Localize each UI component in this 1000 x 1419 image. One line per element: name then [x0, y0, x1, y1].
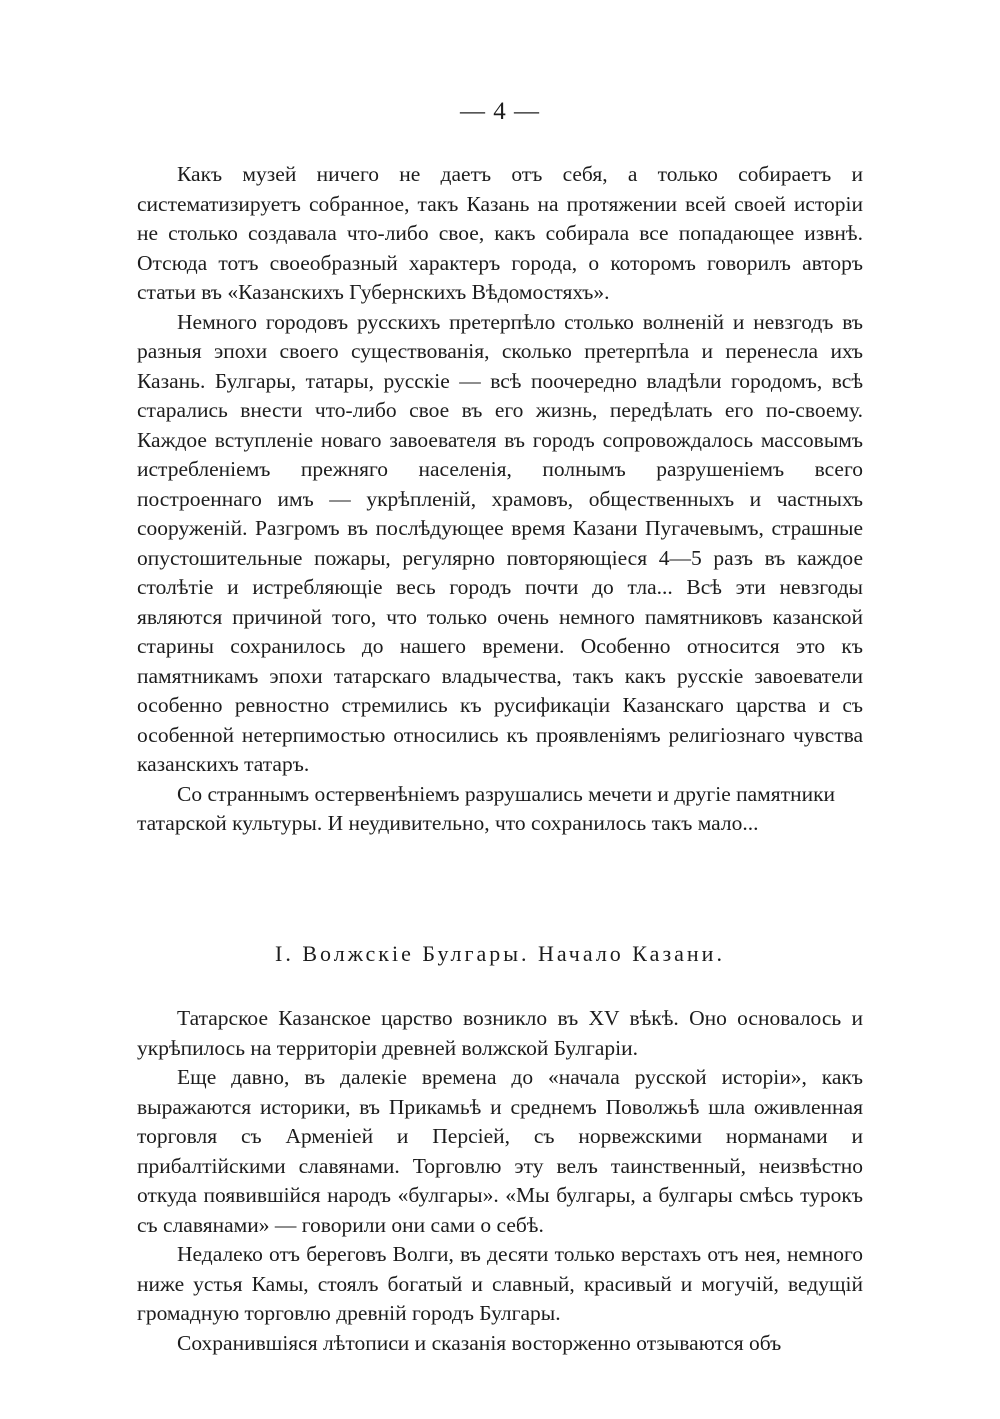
paragraph: Со страннымъ остервенѣніемъ разрушались мечети и другіе памятники татарской культуры. И неудивительно, что сохранилось такъ мало...	[137, 781, 836, 835]
paragraph: Немного городовъ русскихъ претерпѣло столько волненій и невзгодъ въ разныя эпохи своего существованія, сколько претерпѣла и перенесла ихъ Казань. Булгары, татары, русскіе — всѣ поочередно владѣли городомъ, всѣ старались внести что-либо свое въ его жизнь, передѣлать его по-своему. Каждое вступленіе новаго завоевателя въ городъ сопровождалось массовымъ истребленіемъ прежняго населенія, полнымъ разрушеніемъ всего построеннаго имъ — укрѣпленій, храмовъ, общественныхъ и частныхъ сооруженій. Разгромъ въ послѣдующее время Казани Пугачевымъ, страшные опустошительные пожары, регулярно повторяющіеся 4—5 разъ въ каждое столѣтіе и истребляющіе весь городъ почти до тла... Всѣ эти невзгоды являются причиной того, что только очень немного памятниковъ казанской старины сохранилось до нашего времени. Особенно относится это къ памятникамъ эпохи татарскаго владычества, такъ какъ русскіе завоеватели особенно ревностно стремились къ русификаціи Казанскаго царства и съ особенной нетерпимостью относились къ проявленіямъ религіознаго чувства казанскихъ татаръ.	[137, 309, 863, 776]
page-number: — 4 —	[460, 98, 540, 125]
paragraph: Сохранившіяся лѣтописи и сказанія восторженно отзываются объ	[177, 1330, 782, 1355]
section-intro-text	[137, 160, 863, 839]
paragraph: Недалеко отъ береговъ Волги, въ десяти только верстахъ отъ нея, немного ниже устья Камы, стоялъ богатый и славный, красивый и могучій, ведущій громадную торговлю древній городъ Булгары.	[137, 1242, 863, 1325]
chapter-text	[137, 1004, 863, 1358]
paragraph: Татарское Казанское царство возникло въ XV вѣкѣ. Оно основалось и укрѣпилось на территоріи древней волжской Булгаріи.	[137, 1006, 863, 1060]
chapter-heading: I. Волжскіе Булгары. Начало Казани.	[275, 941, 725, 966]
paragraph: Какъ музей ничего не даетъ отъ себя, а только собираетъ и систематизируетъ собранное, такъ Казань на протяжении всей своей исторіи не столько создавала что-либо свое, какъ собирала все попадающее извнѣ. Отсюда тотъ своеобразный характеръ города, о которомъ говорилъ авторъ статьи въ «Казанскихъ Губернскихъ Вѣдомостяхъ».	[137, 162, 863, 304]
paragraph: Еще давно, въ далекіе времена до «начала русской исторіи», какъ выражаются историки, въ Прикамьѣ и среднемъ Поволжьѣ шла оживленная торговля съ Арменіей и Персіей, съ норвежскими норманами и прибалтійскими славянами. Торговлю эту велъ таинственный, неизвѣстно откуда появившійся народъ «булгары». «Мы булгары, а булгары смѣсь турокъ съ славянами» — говорили они сами о себѣ.	[137, 1065, 863, 1237]
